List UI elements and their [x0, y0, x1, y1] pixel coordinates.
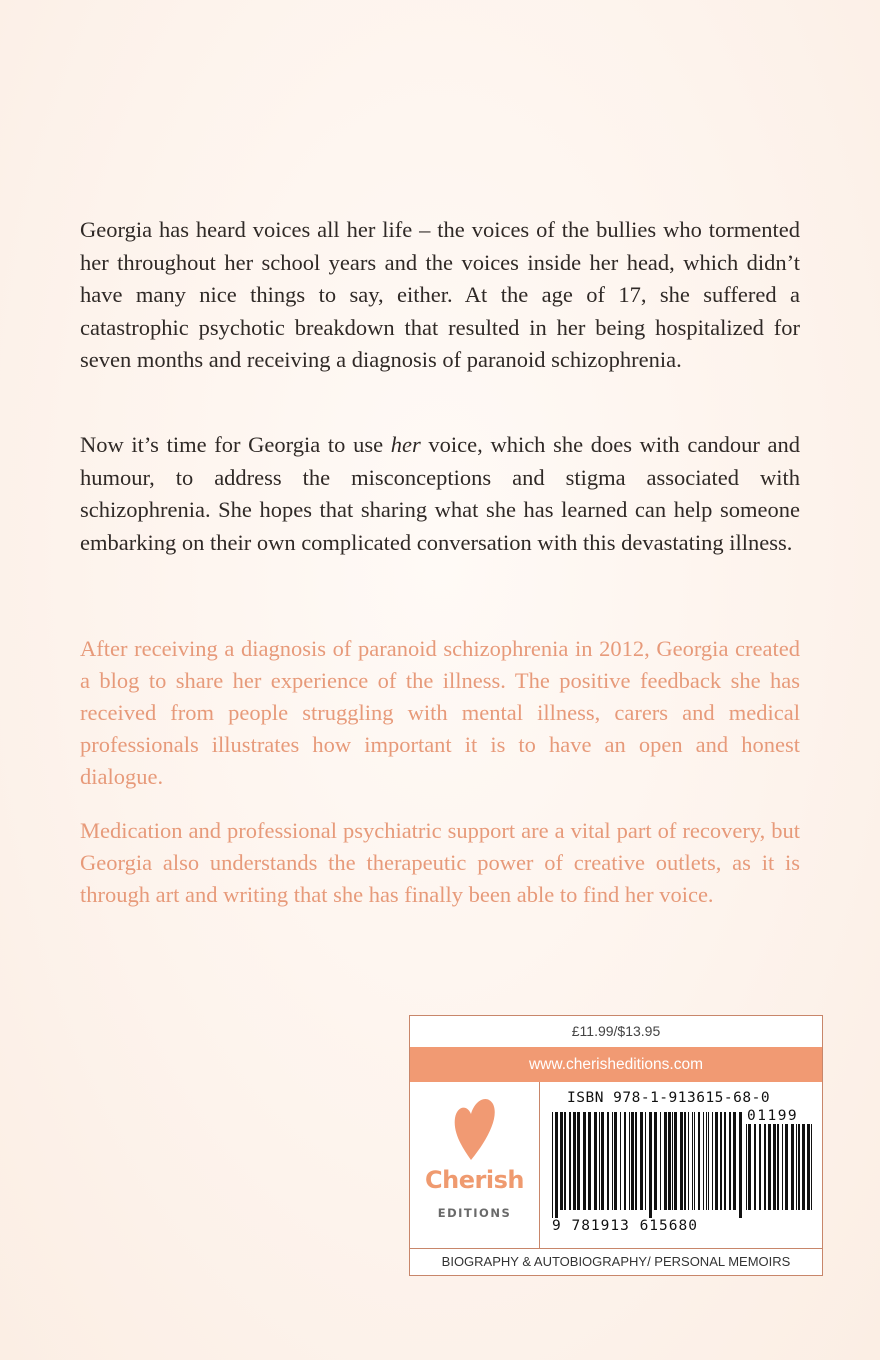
barcode-bar	[791, 1124, 794, 1210]
barcode-bar	[798, 1124, 800, 1210]
barcode-bar	[708, 1112, 709, 1210]
barcode-bar	[552, 1112, 553, 1218]
addon-digits: 01199	[747, 1108, 799, 1124]
barcode-bar	[664, 1112, 667, 1210]
barcode-bar	[773, 1124, 776, 1210]
barcode-bar	[588, 1112, 591, 1210]
barcode-bar	[629, 1112, 630, 1210]
ean-barcode	[552, 1112, 742, 1218]
blurb-paragraph-1: Georgia has heard voices all her life – the voices of the bullies who tormented her throughout her school years and the voices inside her head, which didn’t have many nice things to say, either. At the age of 17, she suffered a catastrophic psychotic breakdown that resulted in her being hospitalized for seven months and receiving a diagnosis of paranoid schizophrenia.	[80, 217, 800, 372]
barcode-bar	[660, 1112, 661, 1210]
barcode-bar	[680, 1112, 683, 1210]
barcode-bar	[724, 1112, 726, 1210]
ean-digits: 9 781913 615680	[552, 1218, 698, 1234]
barcode-bar	[712, 1112, 713, 1210]
barcode-bar	[594, 1112, 597, 1210]
barcode-bar	[746, 1124, 747, 1210]
barcode-bar	[668, 1112, 671, 1210]
barcode-bar	[631, 1112, 634, 1210]
barcode-bar	[624, 1112, 626, 1210]
barcode-bar	[674, 1112, 677, 1210]
website-link[interactable]: www.cherisheditions.com	[410, 1047, 822, 1082]
barcode-bar	[698, 1112, 700, 1210]
publisher-logo	[410, 1082, 540, 1248]
isbn-label: ISBN 978-1-913615-68-0	[567, 1090, 771, 1106]
addon-barcode	[746, 1124, 816, 1218]
barcode-bar	[777, 1124, 779, 1210]
barcode-bar	[802, 1124, 805, 1210]
barcode-bar	[785, 1124, 788, 1210]
barcode-bar	[569, 1112, 571, 1210]
barcode-bar	[620, 1112, 621, 1210]
blurb-emphasis: her	[390, 432, 421, 457]
barcode-bar	[614, 1112, 617, 1210]
barcode-bar	[706, 1112, 707, 1210]
barcode-bar	[607, 1112, 609, 1210]
barcode-bar	[645, 1112, 646, 1210]
barcode-bar	[640, 1112, 643, 1210]
barcode-bar	[703, 1112, 704, 1210]
barcode-bar	[733, 1112, 736, 1210]
category-label: BIOGRAPHY & AUTOBIOGRAPHY/ PERSONAL MEMOIRS	[410, 1248, 822, 1276]
barcode-bar	[635, 1112, 637, 1210]
barcode-area	[540, 1082, 823, 1248]
barcode-bar	[564, 1112, 566, 1210]
barcode-bar	[599, 1112, 600, 1210]
blurb-paragraph-2-end: voice, which she does with candour and humour, to address the misconceptions and stigma associated with schizophrenia. She hopes that sharing what she has learned can help someone embarking on their own complicated conversation with this devastating illness.	[80, 432, 800, 555]
barcode-bar	[811, 1124, 812, 1210]
barcode-bar	[692, 1112, 693, 1210]
barcode-bar	[555, 1112, 558, 1218]
barcode-bar	[672, 1112, 673, 1210]
barcode-bar	[764, 1124, 766, 1210]
blurb-paragraph-2-start: Now it’s time for Georgia to use	[80, 432, 391, 457]
barcode-bar	[684, 1112, 686, 1210]
barcode-bar	[754, 1124, 756, 1210]
barcode-bar	[739, 1112, 742, 1218]
barcode-box	[409, 1015, 823, 1276]
author-bio-paragraph-2: Medication and professional psychiatric support are a vital part of recovery, but Georgia also understands the therapeutic power of creative outlets, as it is through art and writing that she has finally been able to find her voice.	[80, 818, 800, 907]
barcode-bar	[583, 1112, 586, 1210]
barcode-bar	[612, 1112, 613, 1210]
heart-icon	[453, 1094, 497, 1162]
author-bio-paragraph-1: After receiving a diagnosis of paranoid schizophrenia in 2012, Georgia created a blog to share her experience of the illness. The positive feedback she has received from people struggling with mental illness, carers and medical professionals illustrates how important it is to have an open and honest dialogue.	[80, 636, 800, 789]
barcode-bar	[694, 1112, 695, 1210]
barcode-bar	[649, 1112, 652, 1218]
barcode-bar	[729, 1112, 731, 1210]
barcode-bar	[768, 1124, 771, 1210]
barcode-bar	[560, 1112, 563, 1210]
price-label: £11.99/$13.95	[571, 1023, 661, 1039]
blurb-paragraph-2	[80, 429, 800, 559]
publisher-name: Cherish	[425, 1166, 524, 1194]
barcode-bar	[782, 1124, 783, 1210]
barcode-bar	[573, 1112, 576, 1210]
barcode-bar	[720, 1112, 722, 1210]
barcode-bar	[796, 1124, 797, 1210]
barcode-bar	[715, 1112, 718, 1210]
publisher-subtitle: EDITIONS	[437, 1206, 512, 1220]
barcode-bar	[601, 1112, 604, 1210]
barcode-bar	[654, 1112, 657, 1210]
barcode-bar	[807, 1124, 810, 1210]
barcode-bar	[688, 1112, 689, 1210]
barcode-bar	[748, 1124, 751, 1210]
barcode-bar	[577, 1112, 580, 1210]
barcode-bar	[759, 1124, 761, 1210]
